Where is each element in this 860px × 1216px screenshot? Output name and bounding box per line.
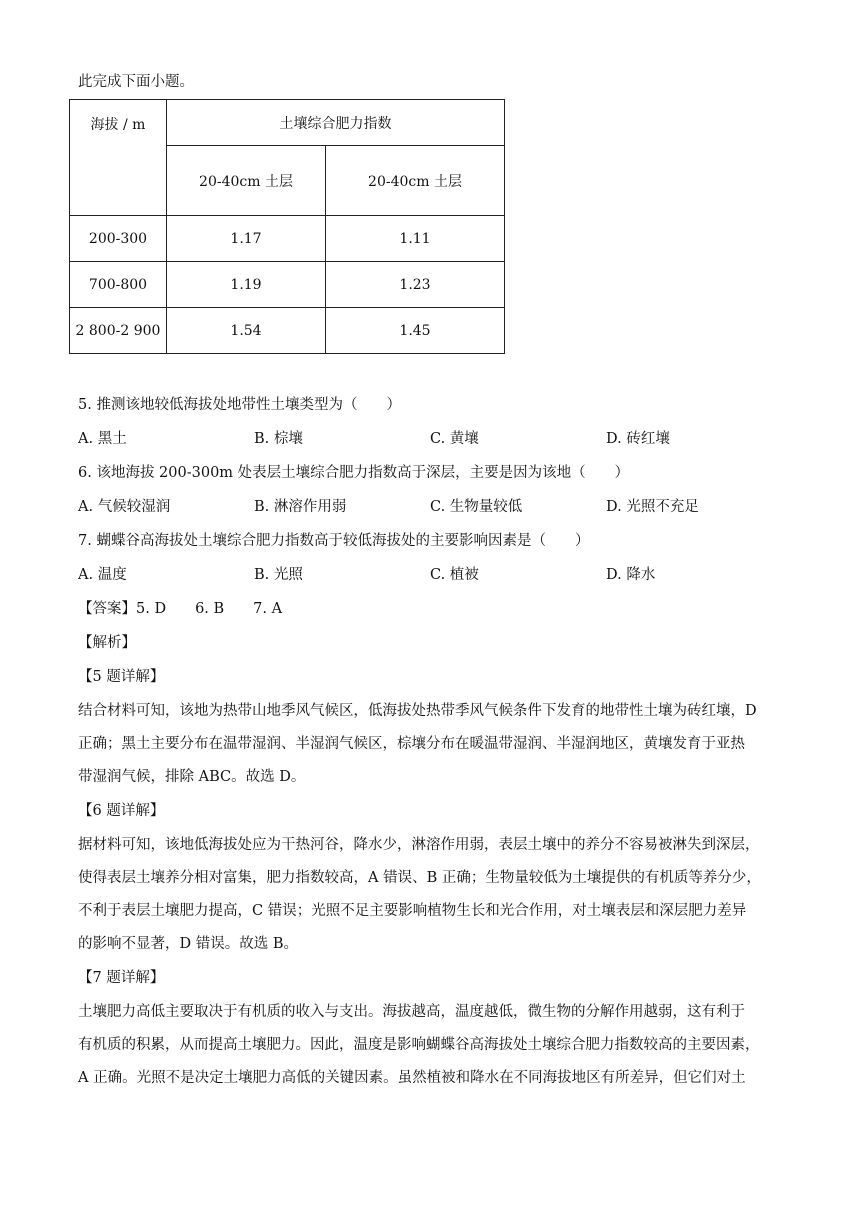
option-a: A. 温度	[78, 567, 127, 583]
question-stem: 7. 蝴蝶谷高海拔处土壤综合肥力指数高于较低海拔处的主要影响因素是（ ）	[78, 533, 590, 549]
header-layer-a: 20-40cm 土层	[167, 146, 326, 216]
section-heading: 【6 题详解】	[78, 803, 165, 819]
cell-value-a: 1.54	[167, 308, 326, 354]
header-fertility-index: 土壤综合肥力指数	[167, 100, 505, 146]
cell-altitude: 200-300	[70, 216, 167, 262]
cell-value-a: 1.19	[167, 262, 326, 308]
header-altitude: 海拔 / m	[70, 100, 167, 216]
cell-altitude: 700-800	[70, 262, 167, 308]
question-stem: 6. 该地海拔 200-300m 处表层土壤综合肥力指数高于深层，主要是因为该地（ ）	[78, 465, 630, 481]
option-c: C. 植被	[430, 567, 479, 583]
table-row	[70, 308, 505, 354]
paragraph-line: 带湿润气候，排除 ABC。故选 D。	[78, 769, 306, 785]
option-d: D. 降水	[606, 567, 656, 583]
option-b: B. 淋溶作用弱	[254, 499, 347, 515]
paragraph-line: 使得表层土壤养分相对富集，肥力指数较高，A 错误、B 正确；生物量较低为土壤提供的有机质等养分少，	[78, 870, 761, 886]
cell-value-b: 1.11	[326, 216, 505, 262]
question-stem: 5. 推测该地较低海拔处地带性土壤类型为（ ）	[78, 397, 401, 413]
cell-value-b: 1.45	[326, 308, 505, 354]
table-row	[70, 216, 505, 262]
option-d: D. 光照不充足	[606, 499, 699, 515]
paragraph-line: 正确；黑土主要分布在温带湿润、半湿润气候区，棕壤分布在暖温带湿润、半湿润地区，黄壤发育于亚热	[78, 736, 745, 752]
paragraph-line: 据材料可知，该地低海拔处应为干热河谷，降水少，淋溶作用弱，表层土壤中的养分不容易被淋失到深层，	[78, 837, 760, 853]
paragraph-line: 不利于表层土壤肥力提高，C 错误；光照不足主要影响植物生长和光合作用，对土壤表层和深层肥力差异	[78, 903, 747, 919]
paragraph-line: A 正确。光照不是决定土壤肥力高低的关键因素。虽然植被和降水在不同海拔地区有所差异，但它们对土	[78, 1070, 746, 1086]
option-b: B. 棕壤	[254, 431, 303, 447]
paragraph-line: 有机质的积累，从而提高土壤肥力。因此，温度是影响蝴蝶谷高海拔处土壤综合肥力指数较高的主要因素，	[78, 1037, 760, 1053]
cell-value-b: 1.23	[326, 262, 505, 308]
intro-text: 此完成下面小题。	[78, 74, 194, 90]
option-c: C. 黄壤	[430, 431, 479, 447]
option-b: B. 光照	[254, 567, 303, 583]
header-layer-b: 20-40cm 土层	[326, 146, 505, 216]
fertility-table	[69, 99, 505, 354]
option-a: A. 黑土	[78, 431, 127, 447]
answer-line: 【答案】5. D 6. B 7. A	[78, 601, 283, 617]
option-c: C. 生物量较低	[430, 499, 523, 515]
cell-altitude: 2 800-2 900	[70, 308, 167, 354]
table-row	[70, 262, 505, 308]
analysis-label: 【解析】	[78, 635, 136, 651]
paragraph-line: 结合材料可知，该地为热带山地季风气候区，低海拔处热带季风气候条件下发育的地带性土壤为砖红壤，D	[78, 703, 757, 719]
paragraph-line: 的影响不显著，D 错误。故选 B。	[78, 936, 298, 952]
option-d: D. 砖红壤	[606, 431, 670, 447]
paragraph-line: 土壤肥力高低主要取决于有机质的收入与支出。海拔越高，温度越低，微生物的分解作用越弱，这有利于	[78, 1004, 745, 1020]
cell-value-a: 1.17	[167, 216, 326, 262]
section-heading: 【5 题详解】	[78, 669, 165, 685]
option-a: A. 气候较湿润	[78, 499, 171, 515]
section-heading: 【7 题详解】	[78, 970, 165, 986]
